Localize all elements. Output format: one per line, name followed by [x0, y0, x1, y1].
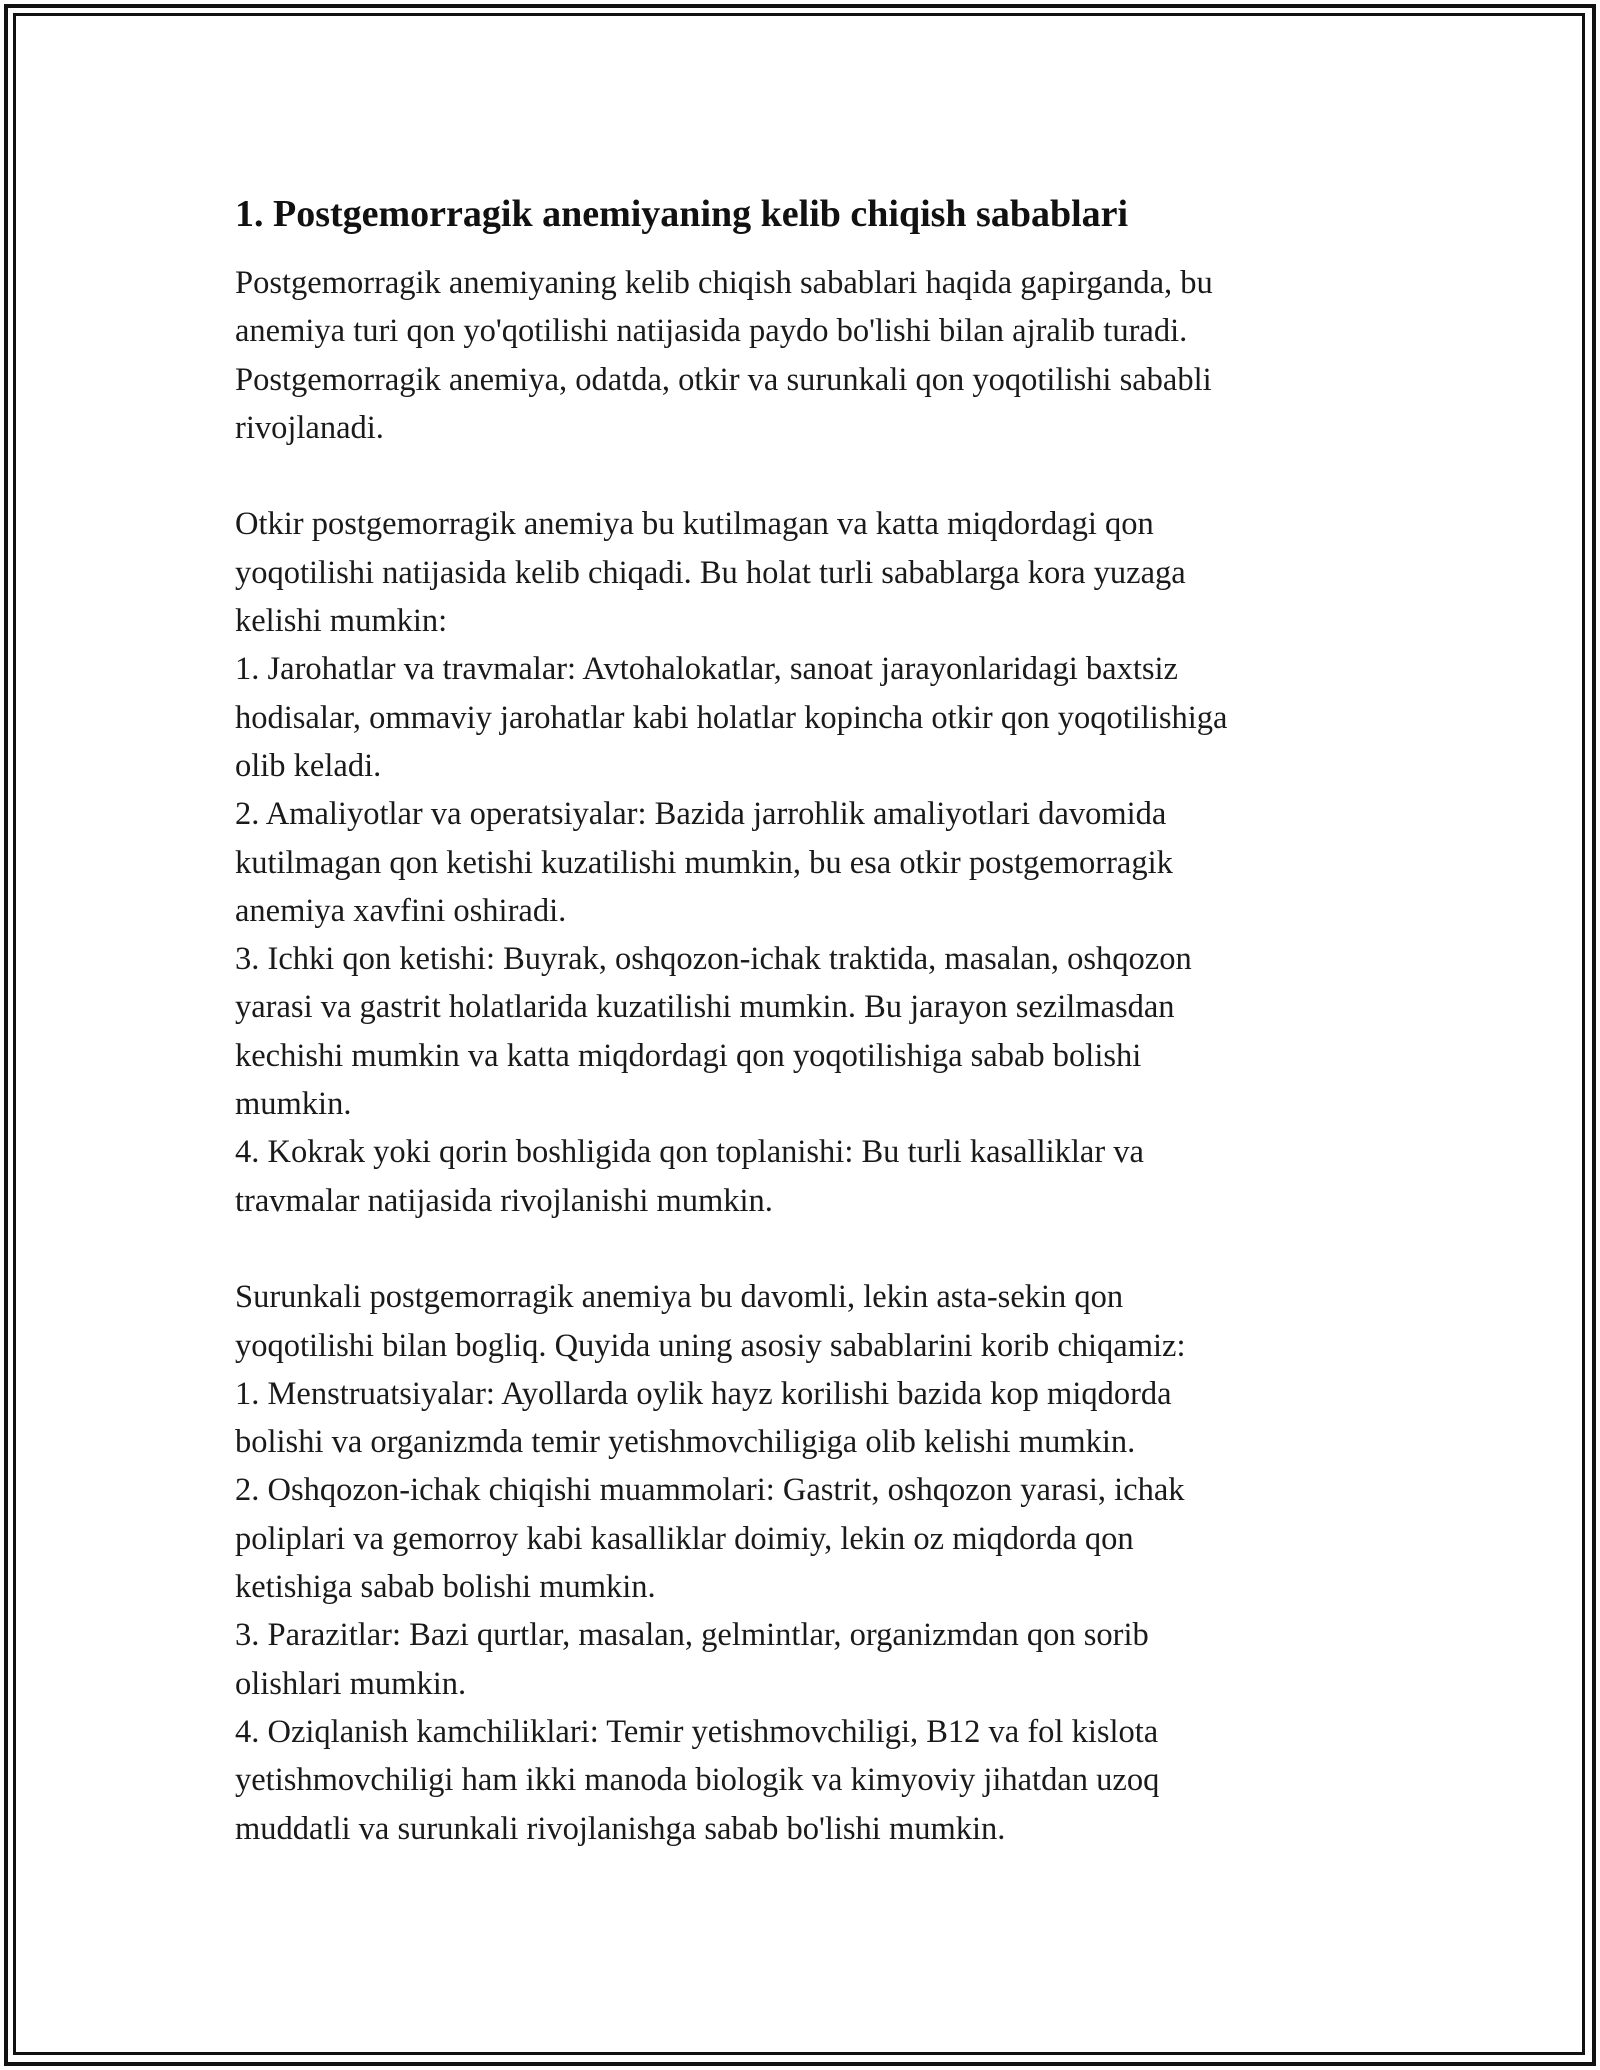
text-line: Otkir postgemorragik anemiya bu kutilmagan va katta miqdordagi qon — [235, 506, 1154, 543]
list-item-line: 2. Oshqozon-ichak chiqishi muammolari: Gastrit, oshqozon yarasi, ichak — [235, 1472, 1185, 1509]
list-item-line: 2. Amaliyotlar va operatsiyalar: Bazida jarrohlik amaliyotlari davomida — [235, 796, 1167, 833]
intro-paragraph — [235, 259, 1415, 452]
text-line: bolishi va organizmda temir yetishmovchiligiga olib kelishi mumkin. — [235, 1424, 1136, 1461]
text-line: kechishi mumkin va katta miqdordagi qon yoqotilishiga sabab bolishi — [235, 1037, 1142, 1074]
text-line: muddatli va surunkali rivojlanishga sabab bo'lishi mumkin. — [235, 1810, 1006, 1847]
text-line: travmalar natijasida rivojlanishi mumkin. — [235, 1182, 773, 1219]
text-line: anemiya xavfini oshiradi. — [235, 892, 567, 929]
list-item-line: 4. Oziqlanish kamchiliklari: Temir yetishmovchiligi, B12 va fol kislota — [235, 1713, 1159, 1750]
text-line: anemiya turi qon yo'qotilishi natijasida paydo bo'lishi bilan ajralib turadi. — [235, 313, 1188, 350]
text-line: yoqotilishi bilan bogliq. Quyida uning asosiy sabablarini korib chiqamiz: — [235, 1327, 1186, 1364]
list-item-line: 4. Kokrak yoki qorin boshligida qon toplanishi: Bu turli kasalliklar va — [235, 1134, 1144, 1171]
list-item-line: 1. Menstruatsiyalar: Ayollarda oylik hayz korilishi bazida kop miqdorda — [235, 1375, 1172, 1412]
document-title: 1. Postgemorragik anemiyaning kelib chiqish sabablari — [235, 193, 1129, 235]
text-line: mumkin. — [235, 1086, 352, 1123]
chronic-anemia-paragraph — [235, 1273, 1415, 1853]
acute-anemia-paragraph — [235, 500, 1415, 1224]
text-line: yetishmovchiligi ham ikki manoda biologik va kimyoviy jihatdan uzoq — [235, 1762, 1160, 1799]
text-line: rivojlanadi. — [235, 409, 384, 446]
list-item-line: 3. Parazitlar: Bazi qurtlar, masalan, gelmintlar, organizmdan qon sorib — [235, 1617, 1149, 1654]
text-line: Postgemorragik anemiya, odatda, otkir va surunkali qon yoqotilishi sababli — [235, 361, 1212, 398]
text-line: ketishiga sabab bolishi mumkin. — [235, 1569, 656, 1606]
text-line: yarasi va gastrit holatlarida kuzatilishi mumkin. Bu jarayon sezilmasdan — [235, 989, 1175, 1026]
text-line: olib keladi. — [235, 747, 382, 784]
document-body — [235, 185, 1415, 1853]
text-line: olishlari mumkin. — [235, 1665, 467, 1702]
text-line: kelishi mumkin: — [235, 603, 448, 640]
text-line: Postgemorragik anemiyaning kelib chiqish sabablari haqida gapirganda, bu — [235, 265, 1213, 301]
text-line: kutilmagan qon ketishi kuzatilishi mumkin, bu esa otkir postgemorragik — [235, 844, 1173, 881]
text-line: yoqotilishi natijasida kelib chiqadi. Bu holat turli sabablarga kora yuzaga — [235, 554, 1186, 591]
text-line: hodisalar, ommaviy jarohatlar kabi holatlar kopincha otkir qon yoqotilishiga — [235, 699, 1228, 736]
text-line: poliplari va gemorroy kabi kasalliklar doimiy, lekin oz miqdorda qon — [235, 1520, 1134, 1557]
text-line: Surunkali postgemorragik anemiya bu davomli, lekin asta-sekin qon — [235, 1279, 1124, 1316]
list-item-line: 1. Jarohatlar va travmalar: Avtohalokatlar, sanoat jarayonlaridagi baxtsiz — [235, 651, 1178, 688]
list-item-line: 3. Ichki qon ketishi: Buyrak, oshqozon-ichak traktida, masalan, oshqozon — [235, 941, 1192, 978]
